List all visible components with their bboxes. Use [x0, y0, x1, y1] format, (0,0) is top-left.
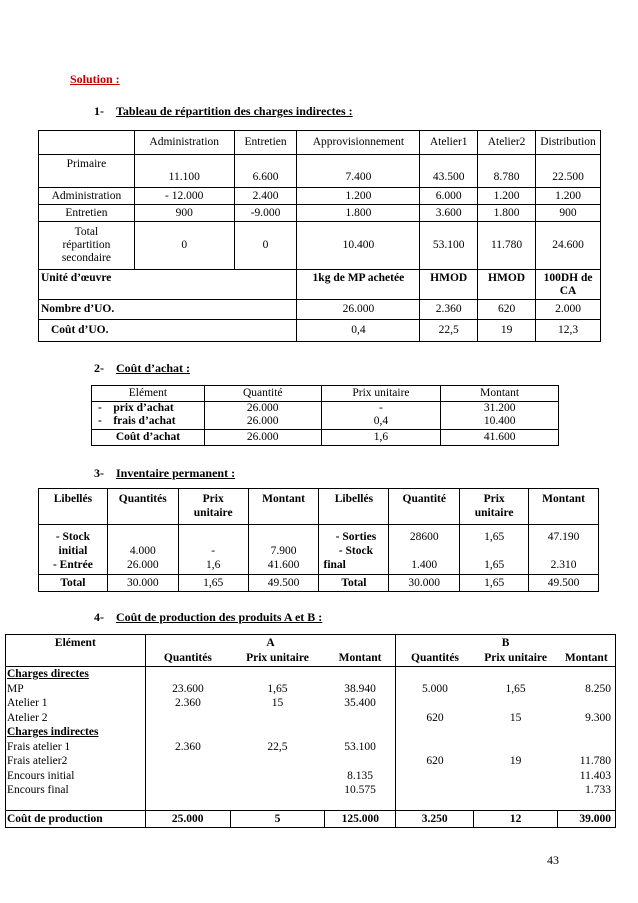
t1-row-label: Primaire	[39, 155, 135, 188]
t4-sub-header: Quantités	[411, 651, 459, 664]
t4-cell	[474, 667, 558, 682]
t1-cell: 26.000	[297, 300, 420, 320]
section-1-number: 1-	[94, 104, 104, 118]
t1-row-label: Unité d’œuvre	[39, 270, 297, 300]
t2-cell: -	[321, 402, 441, 416]
t1-cell: 43.500	[420, 155, 478, 188]
t3-left-labels	[39, 525, 108, 575]
t1-total-label-3: secondaire	[61, 252, 111, 264]
t3-right-labels	[319, 525, 389, 575]
t3-header: Prix unitaire	[460, 489, 529, 525]
t4-cell: 9.300	[585, 711, 611, 724]
t3-cell: 30.000	[389, 575, 460, 592]
t4-cell	[474, 725, 558, 740]
t3-cell: 4.000	[129, 545, 156, 557]
t1-total-label-1: Total	[74, 226, 99, 238]
t3-cell: 1,65	[484, 531, 505, 543]
t3-header: Libellés	[39, 489, 108, 525]
t4-cell	[558, 696, 612, 711]
t1-cell: 8.780	[478, 155, 536, 188]
t2-cell: 10.400	[483, 415, 516, 428]
t1-cell: 10.400	[297, 222, 420, 270]
t1-row-label: Entretien	[39, 205, 135, 222]
t1-header-atelier1: Atelier1	[420, 131, 478, 155]
t4-cell	[325, 725, 395, 740]
solution-title: Solution :	[70, 72, 120, 86]
section-1-heading	[94, 104, 353, 119]
t4-cell: 11.780	[579, 755, 611, 767]
t3-cell: 1,65	[484, 559, 505, 571]
t3-sorties: - Sorties	[335, 531, 377, 543]
t4-cell	[474, 696, 558, 711]
t3-left-pu	[178, 525, 248, 575]
t3-stock-initial-1: - Stock	[55, 531, 90, 543]
section-3-title: Inventaire permanent :	[116, 466, 236, 480]
t3-cell: 1,6	[205, 559, 221, 571]
inventaire-table	[38, 488, 599, 592]
t3-entree: - Entrée	[52, 559, 93, 571]
t4-cell: 23.600	[172, 682, 204, 695]
t1-row-label-total	[39, 222, 135, 270]
t4-label: Frais atelier2	[7, 755, 68, 767]
section-1-title: Tableau de répartition des charges indirectes :	[116, 104, 353, 118]
t3-right-qty	[389, 525, 460, 575]
t3-cell: 1,65	[460, 575, 529, 592]
t3-header: Libellés	[319, 489, 389, 525]
cout-production-table	[5, 634, 616, 828]
t4-cell: 620	[426, 711, 444, 724]
t1-cell: HMOD	[420, 270, 478, 300]
t3-cell: -	[211, 545, 216, 557]
t3-cell: 1.400	[411, 559, 438, 571]
t1-cell: 2.360	[420, 300, 478, 320]
t2-row-label: - prix d’achat	[92, 402, 205, 416]
t4-cell	[325, 711, 395, 726]
t4-label: MP	[7, 682, 24, 695]
section-4-title: Coût de production des produits A et B :	[116, 610, 323, 624]
t3-total-label: Total	[319, 575, 389, 592]
section-4-heading	[94, 610, 322, 625]
t1-header-approvisionnement: Approvisionnement	[297, 131, 420, 155]
t1-cell: 1.200	[297, 188, 420, 205]
t2-header-quantite: Quantité	[204, 386, 321, 402]
t4-cell: 1,65	[267, 682, 288, 695]
t1-cell: 6.000	[420, 188, 478, 205]
t4-cell: 2.360	[174, 697, 201, 709]
t4-cell	[474, 769, 558, 784]
t4-cell: 3.250	[396, 811, 474, 828]
t4-cell: 38.940	[344, 682, 376, 695]
t2-cell: 26.000	[204, 402, 321, 416]
section-2-title: Coût d’achat :	[116, 361, 190, 375]
t1-cell: 1.800	[297, 205, 420, 222]
t4-cell	[558, 740, 612, 755]
t4-sub-header: Quantités	[163, 651, 212, 664]
t1-cell: 1.800	[478, 205, 536, 222]
t4-cell	[230, 769, 325, 784]
t4-cell	[146, 711, 230, 726]
section-3-heading	[94, 466, 235, 481]
section-2-number: 2-	[94, 361, 104, 375]
t2-cell: 41.600	[483, 430, 516, 443]
t3-stock-final-1: - Stock	[338, 545, 373, 557]
t2-header-element: Elément	[92, 386, 205, 402]
t4-cell: 12	[474, 811, 558, 828]
t3-cell: 30.000	[107, 575, 178, 592]
t3-header: Quantités	[107, 489, 178, 525]
t1-corner	[39, 131, 135, 155]
t4-label: Atelier 1	[7, 697, 48, 709]
t4-b-qty	[396, 667, 474, 811]
section-2-heading	[94, 361, 190, 376]
t4-sub-header: Prix unitaire	[246, 651, 309, 664]
t4-label-charges-directes: Charges directes	[7, 668, 89, 680]
t1-cell: 19	[478, 320, 536, 342]
t4-cell: 11.403	[579, 769, 611, 782]
t3-cell: 28600	[409, 531, 439, 543]
t1-cell: 1.200	[478, 188, 536, 205]
t3-header: Quantité	[389, 489, 460, 525]
t4-cell: 1,65	[505, 682, 526, 695]
t4-label-charges-indirectes: Charges indirectes	[7, 726, 99, 738]
t1-row-label: Administration	[39, 188, 135, 205]
t1-cell: 7.400	[297, 155, 420, 188]
t3-right-pu	[460, 525, 529, 575]
t4-cell	[396, 725, 473, 740]
t4-cell: 2.360	[174, 740, 201, 753]
t4-cell	[230, 754, 325, 769]
t1-cell: 1kg de MP achetée	[297, 270, 420, 300]
t4-cell	[474, 740, 558, 755]
t4-cell: 10.575	[344, 784, 376, 796]
t4-total-label: Coût de production	[6, 811, 146, 828]
t4-label: Encours final	[7, 784, 69, 796]
t3-cell: 1,65	[178, 575, 248, 592]
t4-cell	[146, 725, 230, 740]
t1-cell: 100DH de CA	[536, 270, 601, 300]
t4-cell	[396, 667, 473, 682]
t4-cell: 22,5	[267, 740, 288, 753]
t4-cell: 620	[426, 755, 444, 767]
t4-cell	[396, 783, 473, 798]
t4-cell	[230, 725, 325, 740]
t3-header: Prix unitaire	[178, 489, 248, 525]
t3-cell: 41.600	[267, 559, 300, 571]
t2-cell: 26.000	[204, 415, 321, 429]
t3-cell: 26.000	[126, 559, 159, 571]
t2-cell: 0,4	[321, 415, 441, 429]
t1-cell: 11.100	[134, 155, 234, 188]
t4-labels	[6, 667, 146, 811]
t1-cell: 0	[234, 222, 297, 270]
t2-cell: 1,6	[321, 429, 441, 445]
t3-right-montant	[529, 525, 599, 575]
t4-cell	[558, 667, 612, 682]
repartition-table	[38, 130, 601, 342]
t4-header-a: A	[145, 635, 396, 651]
t4-cell: 5.000	[422, 682, 448, 695]
t3-total-label: Total	[39, 575, 108, 592]
t4-header-b: B	[501, 636, 510, 649]
t1-cell: -9.000	[234, 205, 297, 222]
t4-label: Atelier 2	[7, 711, 48, 724]
t4-cell	[146, 783, 230, 798]
t3-cell: 49.500	[248, 575, 319, 592]
t3-stock-final-2: final	[323, 559, 346, 571]
t1-cell: HMOD	[478, 270, 536, 300]
t4-cell	[396, 740, 473, 755]
t3-stock-initial-2: initial	[58, 545, 88, 557]
cout-achat-table	[91, 385, 559, 446]
t2-row-label: Coût d’achat	[92, 429, 205, 445]
t4-cell	[146, 667, 230, 682]
t1-row-label: Coût d’UO.	[39, 320, 297, 342]
t1-header-administration: Administration	[134, 131, 234, 155]
section-4-number: 4-	[94, 610, 104, 624]
t4-cell	[230, 667, 325, 682]
t2-row-label: - frais d’achat	[92, 415, 205, 429]
t4-cell	[396, 769, 473, 784]
t3-cell: 2.310	[550, 559, 577, 571]
t4-cell: 1.733	[585, 784, 611, 796]
t1-cell: 12,3	[536, 320, 601, 342]
t4-cell: 35.400	[344, 697, 376, 709]
t1-cell: 620	[478, 300, 536, 320]
t4-cell	[396, 696, 473, 711]
t4-sub-header: Montant	[325, 651, 396, 667]
t1-cell: 6.600	[234, 155, 297, 188]
t4-cell: 15	[271, 697, 284, 709]
t1-header-atelier2: Atelier2	[478, 131, 536, 155]
t4-sub-header: Montant	[564, 651, 608, 664]
t4-header-element: Elément	[6, 635, 146, 651]
t2-header-montant: Montant	[480, 387, 520, 399]
t4-label: Frais atelier 1	[7, 740, 71, 753]
t1-cell: 1.200	[536, 188, 601, 205]
t1-cell: 3.600	[420, 205, 478, 222]
t1-cell: 900	[536, 205, 601, 222]
t4-cell	[325, 667, 395, 682]
t1-cell: 0,4	[297, 320, 420, 342]
t4-cell	[230, 711, 325, 726]
t4-cell: 8.135	[347, 769, 373, 782]
t4-a-pu	[230, 667, 325, 811]
t4-cell: 15	[509, 711, 522, 724]
t1-cell: 900	[134, 205, 234, 222]
t4-sub-header: Prix unitaire	[484, 651, 547, 664]
t4-cell: 5	[230, 811, 325, 828]
t1-cell: 24.600	[536, 222, 601, 270]
t1-cell: 0	[134, 222, 234, 270]
t4-blank	[6, 651, 146, 667]
t2-cell: 26.000	[204, 429, 321, 445]
t4-a-montant	[325, 667, 396, 811]
t1-header-entretien: Entretien	[234, 131, 297, 155]
section-3-number: 3-	[94, 466, 104, 480]
t4-cell: 8.250	[585, 682, 611, 695]
t4-cell: 125.000	[325, 811, 396, 828]
t1-total-label-2: répartition	[62, 239, 111, 251]
t2-cell: 31.200	[483, 402, 516, 414]
t2-header-prix: Prix unitaire	[321, 386, 441, 402]
t3-header: Montant	[529, 489, 599, 525]
t1-row-label: Nombre d’UO.	[39, 300, 297, 320]
t1-cell: 2.000	[536, 300, 601, 320]
t3-left-montant	[248, 525, 319, 575]
t4-cell: 39.000	[579, 812, 611, 825]
t4-b-montant	[558, 667, 616, 811]
t1-cell: 53.100	[420, 222, 478, 270]
t1-cell: 22,5	[420, 320, 478, 342]
t3-left-qty	[107, 525, 178, 575]
t3-cell: 7.900	[270, 545, 297, 557]
t3-cell: 47.190	[547, 531, 580, 543]
t4-cell: 19	[509, 755, 522, 767]
t4-cell: 25.000	[145, 811, 230, 828]
t1-cell: - 12.000	[134, 188, 234, 205]
t4-a-qty	[145, 667, 230, 811]
t3-header: Montant	[248, 489, 319, 525]
t3-cell: 49.500	[529, 575, 599, 592]
t4-cell	[230, 783, 325, 798]
t4-cell	[558, 725, 612, 740]
t4-cell	[146, 769, 230, 784]
t4-cell	[146, 754, 230, 769]
t1-cell: 22.500	[536, 155, 601, 188]
t4-b-pu	[474, 667, 558, 811]
t4-cell	[474, 783, 558, 798]
t1-cell: 2.400	[234, 188, 297, 205]
t4-cell	[325, 754, 395, 769]
t4-cell: 53.100	[344, 740, 376, 753]
page-number: 43	[547, 853, 559, 867]
t4-label: Encours initial	[7, 769, 75, 782]
t1-header-distribution: Distribution	[536, 131, 601, 155]
t1-cell: 11.780	[478, 222, 536, 270]
